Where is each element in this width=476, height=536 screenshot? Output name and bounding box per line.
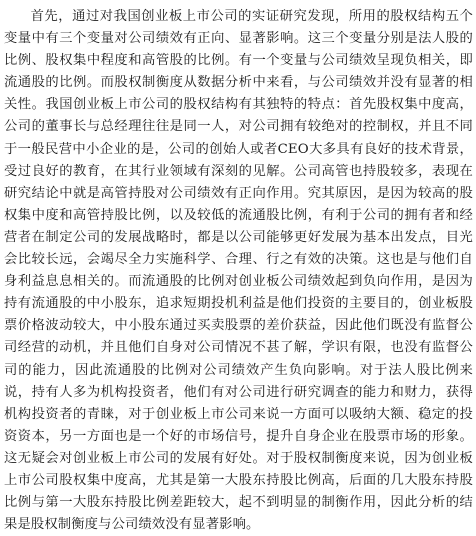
body-paragraph: 首先，通过对我国创业板上市公司的实证研究发现，所用的股权结构五个变量中有三个变量对公司绩效有正向、显著影响。这三个变量分别是法人股的比例、股权集中程度和高管股的比例。有一个变量与公司绩效呈现负相关，即流通股的比例。而股权制衡度从数据分析中来看，与公司绩效并没有显著的相关性。我国创业板上市公司的股权结构有其独特的特点：首先股权集中度高，公司的董事长与总经理往往是同一人，对公司拥有较绝对的控制权，并且不同于一般民营中小企业的是，公司的创始人或者CEO大多具有良好的技术背景，受过良好的教育，在其行业领域有深刻的见解。公司高管也持股较多，表现在研究结论中就是高管持股对公司绩效有正向作用。究其原因，是因为较高的股权集中度和高管持股比例，以及较低的流通股比例，有利于公司的拥有者和经营者在制定公司的发展战略时，都是以公司能够更好发展为基本出发点，目光会比较长远，会竭尽全力实施科学、合理、行之有效的决策。这也是与他们自身利益息息相关的。而流通股的比例对创业板公司绩效起到负向作用，是因为持有流通股的中小股东，追求短期投机利益是他们投资的主要目的，创业板股票价格波动较大，中小股东通过买卖股票的差价获益，因此他们既没有监督公司经营的动机，并且他们自身对公司情况不甚了解，学识有限，也没有监督公司的能力，因此流通股的比例对公司绩效产生负向影响。对于法人股比例来说，持有人多为机构投资者，他们有对公司进行研究调查的能力和财力，获得机构投资者的青睐，对于创业板上市公司来说一方面可以吸纳大额、稳定的投资资本，另一方面也是一个好的市场信号，提升自身企业在股票市场的形象。这无疑会对创业板上市公司的发展有好处。对于股权制衡度来说，因为创业板上市公司股权集中度高，尤其是第一大股东持股比例高，后面的几大股东持股比例与第一大股东持股比例差距较大，起不到明显的制衡作用，因此分析的结果是股权制衡度与公司绩效没有显著影响。: [4, 9, 473, 533]
